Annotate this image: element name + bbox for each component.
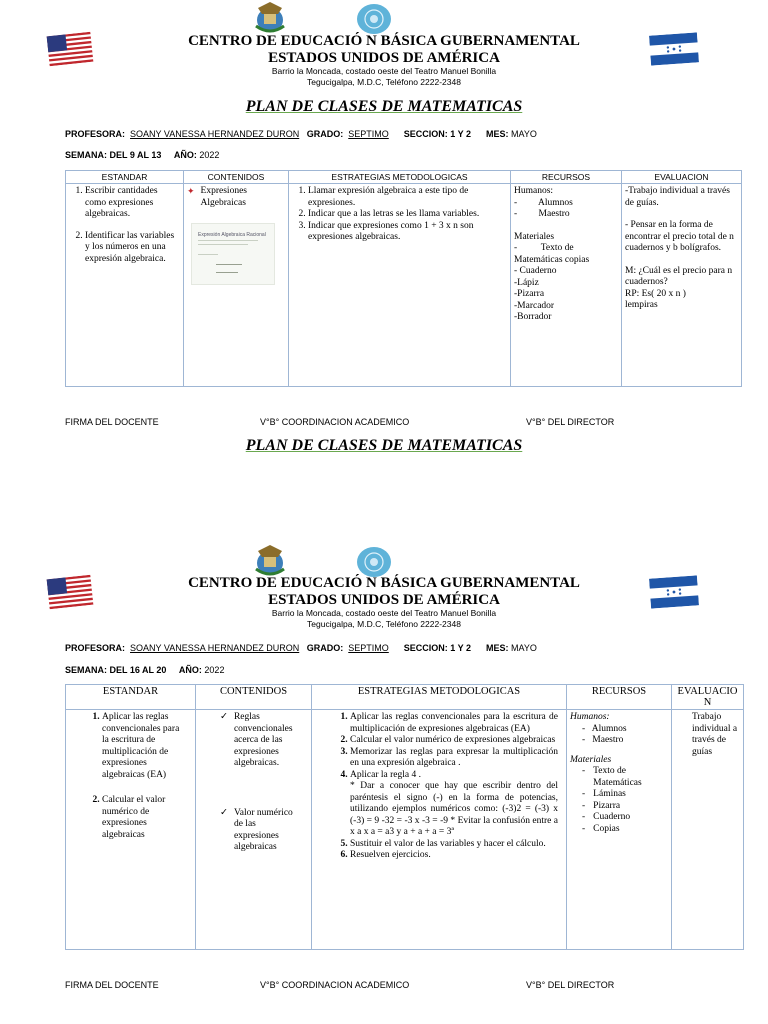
list-item: 3. Memorizar las reglas para expresar la multiplicación en una expresión algebraica . [350, 747, 558, 770]
plan-title: PLAN DE CLASES DE MATEMATICAS [245, 437, 523, 454]
evaluacion-text: lempiras [625, 300, 658, 310]
school-address: Barrio la Moncada, costado oeste del Teatro Manuel Bonilla [271, 66, 497, 76]
director-signature: V°B° DEL DIRECTOR [526, 980, 615, 990]
slide-thumbnail [191, 223, 275, 285]
list-item: - Maestro [514, 209, 570, 219]
check-icon: ✓ [220, 712, 228, 722]
evaluacion-cell [672, 710, 744, 950]
recursos-humanos-label: Humanos: [514, 186, 554, 196]
list-item: 1. Escribir cantidades como expresiones algebraicas. [85, 186, 180, 221]
list-item: -Lápiz [514, 277, 539, 288]
firma-docente: FIRMA DEL DOCENTE [65, 980, 159, 990]
plan-meta-1: PROFESORA: SOANY VANESSA HERNANDEZ DURON GRADO: SEPTIMO SECCION: 1 Y 2 MES: MAYO [65, 129, 537, 139]
list-item: 1. Aplicar las reglas convencionales para la escritura de multiplicación de expresiones algebraicas (EA) [350, 712, 558, 735]
evaluacion-text: M: ¿Cuál es el precio para n cuadernos? [625, 265, 733, 287]
evaluacion-text: Trabajo individual a través de guías [692, 712, 738, 757]
coordinacion-signature: V°B° COORDINACION ACADEMICO [260, 980, 410, 990]
lesson-table-1 [65, 170, 742, 387]
list-item: - Maestro [582, 735, 624, 745]
list-item: - Texto de Matemáticas copias [514, 243, 590, 265]
list-item: 2. Identificar las variables y los números en una expresión algebraica. [85, 231, 180, 266]
list-item: 4. Aplicar la regla 4 . * Dar a conocer que hay que escribir dentro del paréntesis el signo (-) en la forma de potencias, utilizando ejemplos numéricos como: (-3)2 = (-3) x (-3) = 9 -32 = -3 x -3 = -9 * Evitar la confusión entre a x a x a = a3 y a + a + a = 3ª [350, 770, 558, 839]
col-estrategias: ESTRATEGIAS METODOLOGICAS [289, 171, 511, 184]
school-phone: Tegucigalpa, M.D.C, Teléfono 2222-2348 [307, 77, 461, 87]
recursos-cell [511, 184, 622, 387]
col-estandar: ESTANDAR [66, 685, 196, 710]
list-item: 5. Sustituir el valor de las variables y hacer el cálculo. [350, 839, 558, 851]
table-header-row [66, 171, 742, 184]
contenidos-cell [196, 710, 312, 950]
list-item: 2. Calcular el valor numérico de expresiones algebraicas [350, 735, 558, 747]
list-item: 2. Calcular el valor numérico de expresiones algebraicas [102, 795, 187, 841]
table-header-row [66, 685, 744, 710]
evaluacion-text: - Pensar en la forma de encontrar el precio total de n cuadernos y b bolígrafos. [625, 220, 734, 253]
lesson-table-2 [65, 684, 744, 950]
list-item: 1. Llamar expresión algebraica a este tipo de expresiones. [308, 186, 507, 209]
estandar-cell [66, 184, 184, 387]
list-item: 1. Aplicar las reglas convencionales para la escritura de multiplicación de expresiones algebraicas (EA) [102, 712, 187, 781]
firma-docente: FIRMA DEL DOCENTE [65, 417, 159, 427]
school-seal-icon [357, 4, 391, 34]
estandar-cell [66, 710, 196, 950]
list-item: 3. Indicar que expresiones como 1 + 3 x n son expresiones algebraicas. [308, 221, 507, 244]
recursos-humanos-label: Humanos: [570, 712, 610, 722]
col-contenidos: CONTENIDOS [184, 171, 289, 184]
regla-4-note: * Dar a conocer que hay que escribir dentro del paréntesis el signo (-) en la forma de potencias, utilizando ejemplos numéricos como: (-3)2 = (-3) x (-3) = 9 -32 = -3 x -3 = -9 * Evitar la confusión entre a x a x a = a3 y a + a + a = 3ª [350, 781, 558, 837]
evaluacion-cell [622, 184, 742, 387]
col-evaluacion: EVALUACIO N [672, 685, 744, 710]
plan-meta-week-1: SEMANA: DEL 9 AL 13 AÑO: 2022 [65, 150, 220, 160]
col-evaluacion: EVALUACION [622, 171, 742, 184]
estrategias-cell [289, 184, 511, 387]
list-item: - Alumnos [514, 197, 573, 208]
evaluacion-text: RP: Es( 20 x n ) [625, 288, 686, 299]
contenido-text: Valor numérico de las expresiones algebraicas [233, 807, 293, 852]
red-star-bullet-icon: ✦ [187, 186, 195, 196]
contenido-text: Reglas convencionales acerca de las expresiones algebraicas. [233, 712, 293, 768]
col-estandar: ESTANDAR [66, 171, 184, 184]
contenido-text: Expresiones Algebraicas [200, 186, 247, 208]
school-name-line2: ESTADOS UNIDOS DE AMÉRICA [268, 592, 500, 608]
col-recursos: RECURSOS [511, 171, 622, 184]
list-item: -Pizarra [514, 289, 545, 299]
plan-title: PLAN DE CLASES DE MATEMATICAS [245, 98, 523, 115]
plan-meta-2: PROFESORA: SOANY VANESSA HERNANDEZ DURON GRADO: SEPTIMO SECCION: 1 Y 2 MES: MAYO [65, 643, 537, 653]
list-item: - Copias [582, 823, 620, 834]
school-name: CENTRO DE EDUCACIÓ N BÁSICA GUBERNAMENTAL [188, 575, 580, 591]
list-item: - Pizarra [582, 800, 621, 811]
director-signature: V°B° DEL DIRECTOR [526, 417, 615, 427]
recursos-cell [567, 710, 672, 950]
list-item: - Láminas [582, 789, 626, 799]
table-row [66, 184, 742, 387]
plan-meta-week-2: SEMANA: DEL 16 AL 20 AÑO: 2022 [65, 665, 225, 675]
list-item: - Alumnos [582, 723, 627, 734]
list-item: -Marcador [514, 300, 555, 311]
list-item: 6. Resuelven ejercicios. [350, 850, 558, 862]
school-name: CENTRO DE EDUCACIÓ N BÁSICA GUBERNAMENTAL [188, 33, 580, 49]
evaluacion-text: -Trabajo individual a través de guías. [625, 186, 730, 208]
coordinacion-signature: V°B° COORDINACION ACADEMICO [260, 417, 410, 427]
list-item: - Cuaderno [514, 266, 557, 276]
col-contenidos: CONTENIDOS [196, 685, 312, 710]
check-icon: ✓ [220, 807, 228, 818]
list-item: - Texto de Matemáticas [582, 766, 642, 788]
list-item: - Cuaderno [582, 812, 631, 822]
contenidos-cell [184, 184, 289, 387]
school-seal-icon [357, 547, 391, 577]
thumbnail-title: Expresión Algebraica Racional [198, 232, 266, 238]
table-row [66, 710, 744, 950]
col-estrategias: ESTRATEGIAS METODOLOGICAS [312, 685, 567, 710]
recursos-materiales-label: Materiales [570, 754, 612, 765]
list-item: 2. Indicar que a las letras se les llama variables. [308, 209, 507, 221]
recursos-materiales-label: Materiales [514, 231, 555, 242]
list-item: -Borrador [514, 312, 552, 322]
estrategias-cell [312, 710, 567, 950]
school-address: Barrio la Moncada, costado oeste del Teatro Manuel Bonilla [271, 608, 497, 618]
school-phone: Tegucigalpa, M.D.C, Teléfono 2222-2348 [307, 619, 461, 629]
col-recursos: RECURSOS [567, 685, 672, 710]
school-name-line2: ESTADOS UNIDOS DE AMÉRICA [268, 50, 500, 66]
